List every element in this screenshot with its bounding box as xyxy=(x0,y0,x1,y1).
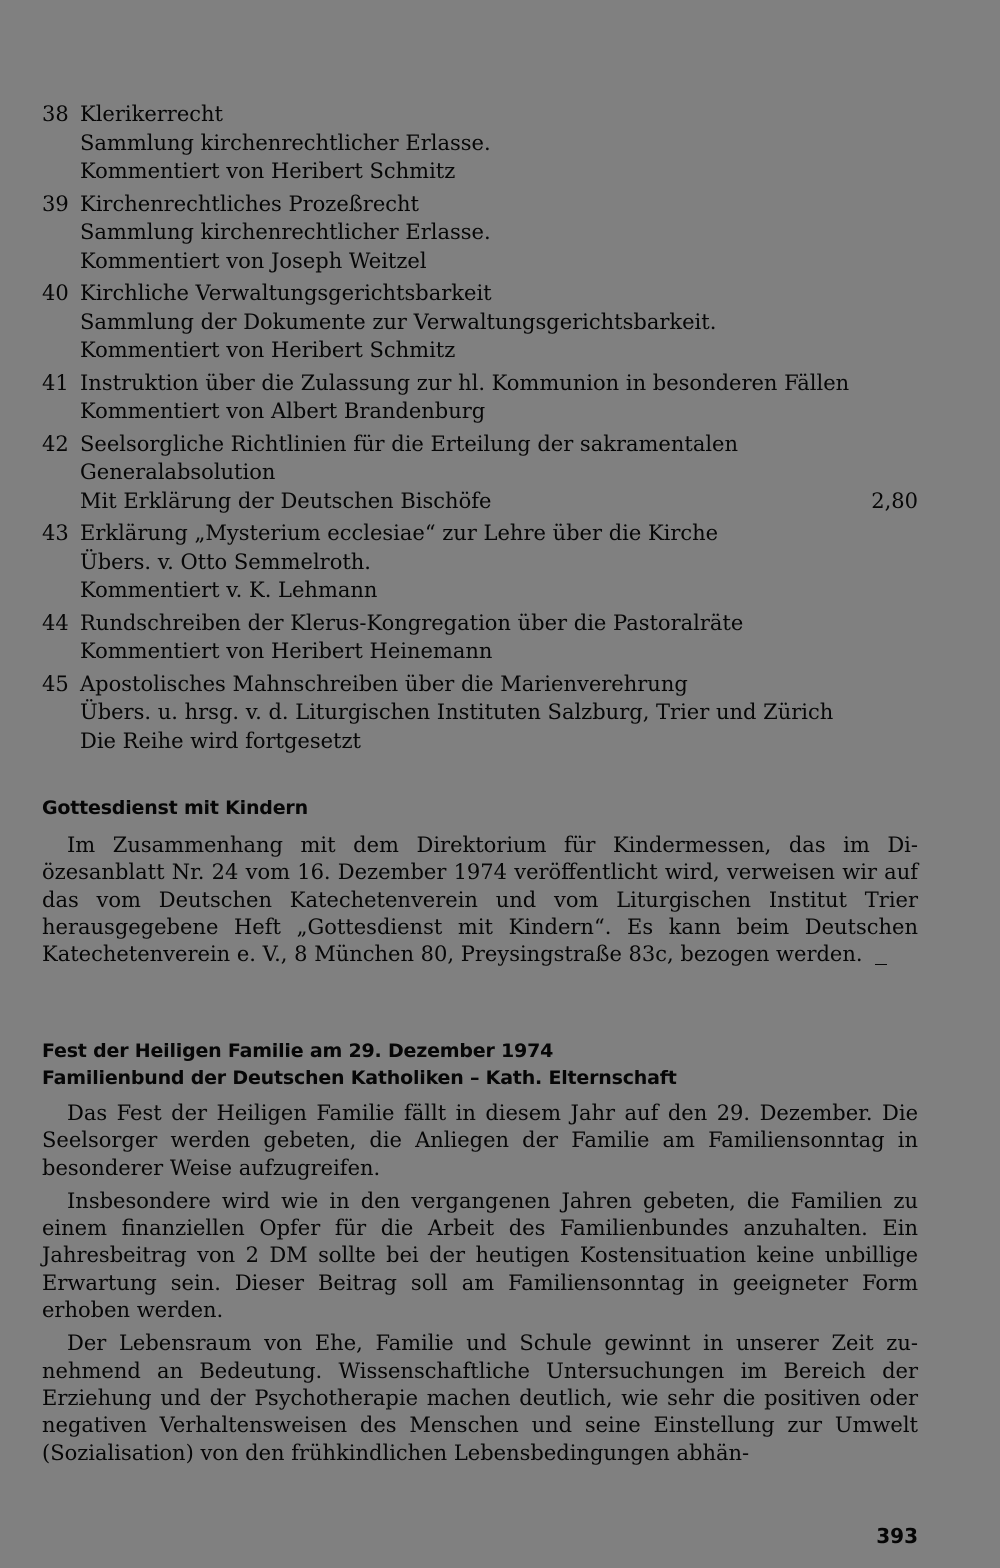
entry-title: Seelsorgliche Richtlinien für die Erteilung der sakramentalen xyxy=(80,431,739,456)
list-item xyxy=(42,279,918,365)
entry-title: Kirchliche Verwaltungsgerichtsbarkeit xyxy=(80,281,492,305)
list-item xyxy=(42,100,918,186)
entry-line: Sammlung kirchenrechtlicher Erlasse. xyxy=(80,220,491,244)
entry-title: Klerikerrecht xyxy=(80,102,223,126)
section-heading: Gottesdienst mit Kindern xyxy=(42,797,308,819)
entry-title: Erklärung „Mysterium ecclesiae“ zur Lehre über die Kirche xyxy=(80,521,719,545)
list-item xyxy=(42,670,918,756)
entry-number: 41 xyxy=(42,370,69,395)
section-heading: Fest der Heiligen Familie am 29. Dezember 1974 xyxy=(42,1040,554,1062)
entry-title: Rundschreiben der Klerus-Kongregation über die Pastoralräte xyxy=(80,610,744,635)
entry-line: Generalabsolution xyxy=(80,460,276,484)
list-item xyxy=(42,190,918,276)
entry-title: Kirchenrechtliches Prozeßrecht xyxy=(80,191,419,216)
entry-number: 40 xyxy=(42,281,69,305)
series-list xyxy=(42,100,918,759)
entry-line: Kommentiert von Heribert Schmitz xyxy=(80,159,456,183)
list-item xyxy=(42,609,918,666)
entry-line: Kommentiert von Joseph Weitzel xyxy=(80,248,427,273)
entry-price: 2,80 xyxy=(871,488,918,513)
paragraph: Im Zusammenhang mit dem Direktorium für Kindermessen, das im Diözesanblatt Nr. 24 vom 16. Dezember 1974 veröffentlicht wird, verweisen wir auf das vom Deutschen Katechetenverein und vom Liturgischen Institut Trier herausgegebene Heft „Gottesdienst mit Kindern“. Es kann beim Deutschen Katechetenverein e. V., 8 München 80, Preysingstraße 83c, bezogen werden. xyxy=(42,833,918,967)
entry-line: Mit Erklärung der Deutschen Bischöfe xyxy=(80,488,492,513)
entry-number: 45 xyxy=(42,671,69,696)
paragraph: Das Fest der Heiligen Familie fällt in diesem Jahr auf den 29. Dezember. Die Seelsorger werden gebeten, die Anliegen der Familie am Familiensonntag in besonderer Weise aufzugreifen. xyxy=(42,1101,918,1180)
entry-number: 39 xyxy=(42,191,69,216)
entry-line: Übers. u. hrsg. v. d. Liturgischen Instituten Salzburg, Trier und Zürich xyxy=(80,700,834,724)
entry-line: Übers. v. Otto Semmelroth. xyxy=(80,549,371,574)
entry-number: 43 xyxy=(42,521,69,545)
entry-line: Kommentiert von Heribert Heinemann xyxy=(80,639,493,663)
entry-number: 44 xyxy=(42,610,69,635)
entry-line: Die Reihe wird fortgesetzt xyxy=(80,728,361,753)
paragraph: Der Lebensraum von Ehe, Familie und Schule gewinnt in unserer Zeit zunehmend an Bedeutung. Wissenschaftliche Untersuchungen im Bereich der Erziehung und der Psychotherapie machen deutlich, wie sehr die positiven oder negativen Verhaltensweisen des Menschen und seine Einstellung zur Umwelt (Sozialisation) von den frühkindlichen Lebensbedingungen abhän- xyxy=(42,1331,918,1465)
list-item xyxy=(42,430,918,516)
entry-line: Kommentiert v. K. Lehmann xyxy=(80,578,378,602)
entry-number: 42 xyxy=(42,431,69,456)
section-heilige-familie xyxy=(42,1038,918,1473)
page-number: 393 xyxy=(876,1524,918,1548)
section-subheading: Familienbund der Deutschen Katholiken – Kath. Elternschaft xyxy=(42,1067,677,1089)
entry-line: Kommentiert von Albert Brandenburg xyxy=(80,399,486,423)
entry-line: Sammlung der Dokumente zur Verwaltungsgerichtsbarkeit. xyxy=(80,309,717,334)
entry-line: Sammlung kirchenrechtlicher Erlasse. xyxy=(80,130,491,155)
paragraph: Insbesondere wird wie in den vergangenen Jahren gebeten, die Familien zu einem finanziellen Opfer für die Arbeit des Familienbundes anzuhalten. Ein Jahresbeitrag von 2 DM sollte bei der heutigen Kostensituation keine unbillige Erwartung sein. Dieser Beitrag soll am Familiensonntag in geeigneter Form erhoben werden. xyxy=(42,1188,918,1323)
entry-title: Apostolisches Mahnschreiben über die Marienverehrung xyxy=(80,671,688,696)
list-item xyxy=(42,369,918,426)
entry-line: Kommentiert von Heribert Schmitz xyxy=(80,338,456,362)
rule-dash xyxy=(875,964,887,965)
list-item xyxy=(42,519,918,605)
entry-number: 38 xyxy=(42,102,69,126)
entry-title: Instruktion über die Zulassung zur hl. Kommunion in besonderen Fällen xyxy=(80,370,850,395)
section-gottesdienst xyxy=(42,795,918,974)
